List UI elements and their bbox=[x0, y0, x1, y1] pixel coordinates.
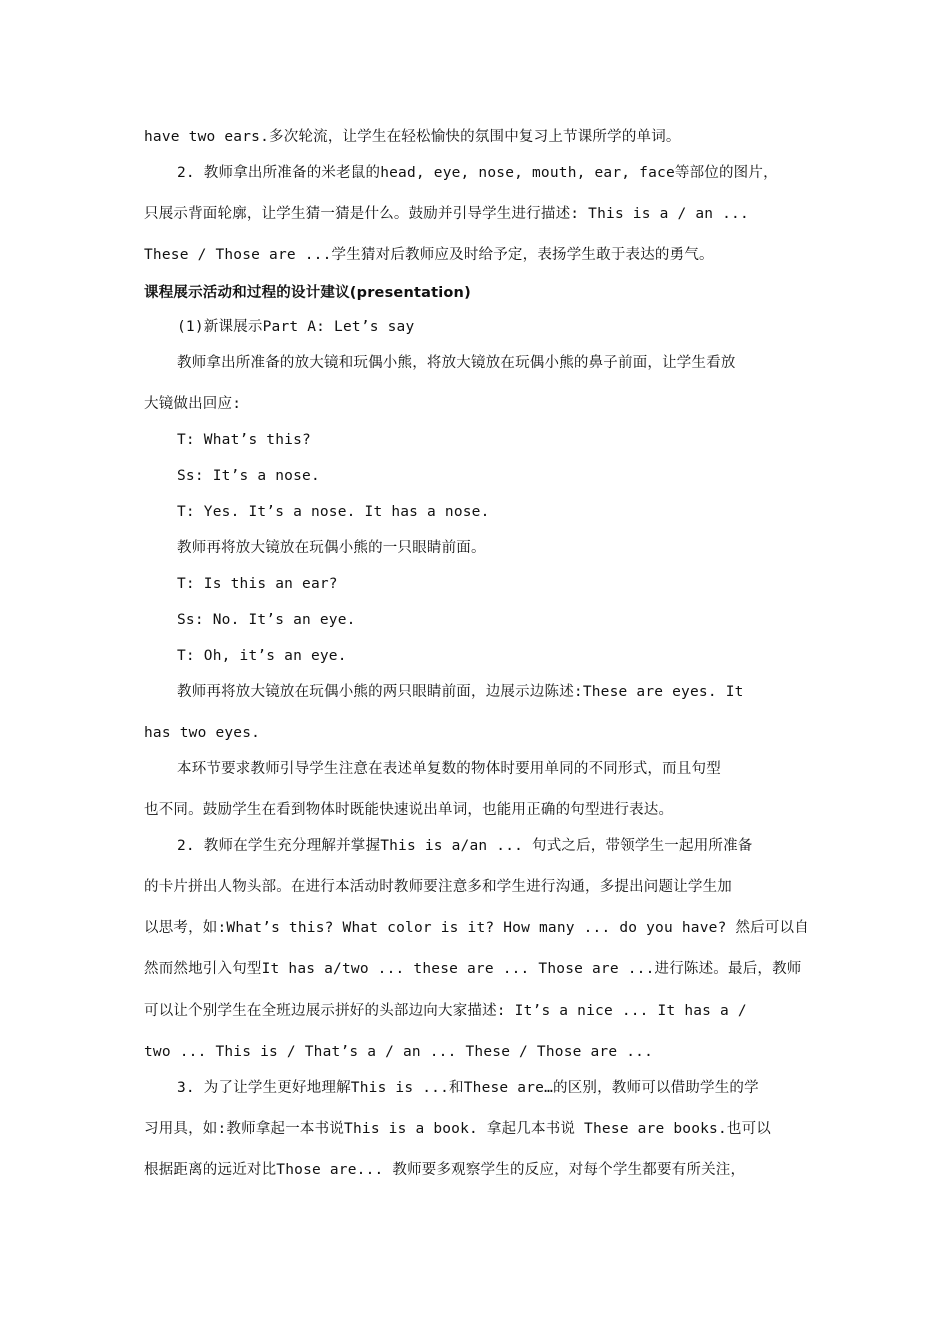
paragraph-line: 教师再将放大镜放在玩偶小熊的两只眼睛前面，边展示边陈述:These are eyes. It bbox=[177, 684, 744, 700]
paragraph-line: 2. 教师在学生充分理解并掌握This is a/an ... 句式之后，带领学生一起用所准备 bbox=[177, 838, 753, 854]
dialogue-line: T: Oh, it’s an eye. bbox=[177, 648, 347, 664]
paragraph-line: 本环节要求教师引导学生注意在表述单复数的物体时要用单同的不同形式，而且句型 bbox=[177, 761, 721, 777]
paragraph-line: 以思考，如:What’s this? What color is it? How many ... do you have? 然后可以自 bbox=[144, 920, 809, 936]
paragraph-line: 2. 教师拿出所准备的米老鼠的head, eye, nose, mouth, ear, face等部位的图片， bbox=[177, 165, 778, 181]
dialogue-line: T: Yes. It’s a nose. It has a nose. bbox=[177, 504, 490, 520]
paragraph-line: 然而然地引入句型It has a/two ... these are ... Those are ...进行陈述。最后，教师 bbox=[144, 961, 802, 977]
paragraph-line: 的卡片拼出人物头部。在进行本活动时教师要注意多和学生进行沟通，多提出问题让学生加 bbox=[144, 879, 732, 895]
dialogue-line: Ss: No. It’s an eye. bbox=[177, 612, 356, 628]
dialogue-line: T: Is this an ear? bbox=[177, 576, 338, 592]
paragraph-line: 3. 为了让学生更好地理解This is ...和These are…的区别，教师可以借助学生的学 bbox=[177, 1080, 759, 1096]
paragraph-line: 大镜做出回应: bbox=[144, 396, 242, 412]
paragraph-line: have two ears.多次轮流，让学生在轻松愉快的氛围中复习上节课所学的单词。 bbox=[144, 129, 681, 145]
dialogue-line: Ss: It’s a nose. bbox=[177, 468, 320, 484]
paragraph-line: 教师再将放大镜放在玩偶小熊的一只眼睛前面。 bbox=[177, 540, 486, 556]
paragraph-line: 习用具，如:教师拿起一本书说This is a book. 拿起几本书说 These are books.也可以 bbox=[144, 1121, 772, 1137]
dialogue-line: T: What’s this? bbox=[177, 432, 311, 448]
paragraph-line: These / Those are ...学生猜对后教师应及时给予定，表扬学生敢于表达的勇气。 bbox=[144, 247, 714, 263]
paragraph-line: 只展示背面轮廓，让学生猜一猜是什么。鼓励并引导学生进行描述: This is a / an ... bbox=[144, 206, 749, 222]
paragraph-line: has two eyes. bbox=[144, 725, 261, 741]
section-heading: 课程展示活动和过程的设计建议(presentation) bbox=[144, 285, 471, 301]
paragraph-line: (1)新课展示Part A: Let’s say bbox=[177, 319, 415, 335]
paragraph-line: 教师拿出所准备的放大镜和玩偶小熊，将放大镜放在玩偶小熊的鼻子前面，让学生看放 bbox=[177, 355, 736, 371]
paragraph-line: 根据距离的远近对比Those are... 教师要多观察学生的反应，对每个学生都要有所关注， bbox=[144, 1162, 746, 1178]
paragraph-line: two ... This is / That’s a / an ... These / Those are ... bbox=[144, 1044, 653, 1060]
paragraph-line: 可以让个别学生在全班边展示拼好的头部边向大家描述: It’s a nice ... It has a / bbox=[144, 1003, 747, 1019]
paragraph-line: 也不同。鼓励学生在看到物体时既能快速说出单词，也能用正确的句型进行表达。 bbox=[144, 802, 674, 818]
